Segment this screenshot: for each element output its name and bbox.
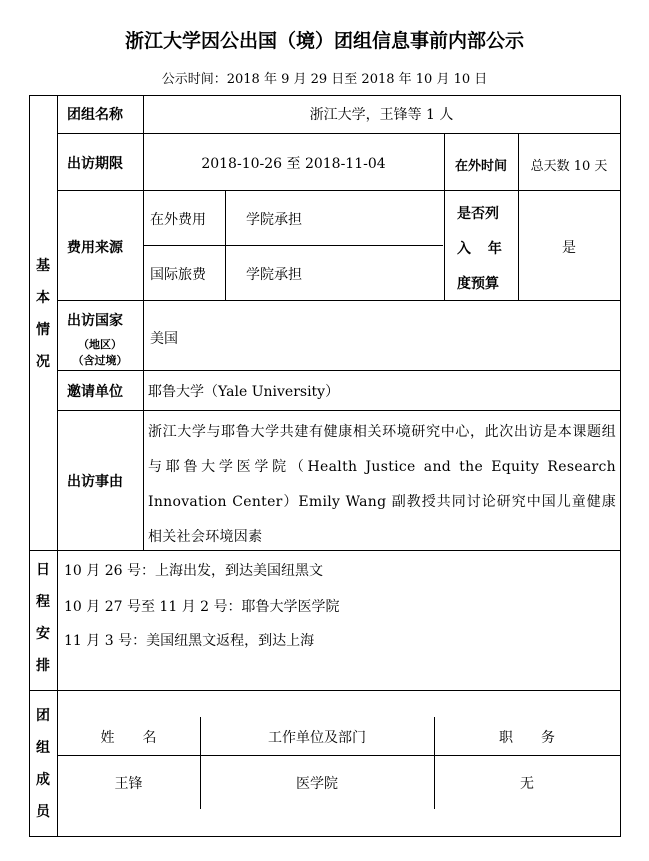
- basic-section-label: 基本情况: [36, 258, 50, 370]
- country-sub-1: （地区）: [78, 338, 122, 351]
- schedule-item: 10 月 27 号至 11 月 2 号：耶鲁大学医学院: [64, 599, 340, 615]
- member-title: 无: [520, 776, 534, 792]
- members-section-label: 团组成员: [36, 708, 50, 820]
- inviter-value: 耶鲁大学（Yale University）: [148, 384, 340, 400]
- member-name: 王锋: [114, 776, 143, 792]
- abroad-cost-label: 在外费用: [150, 212, 206, 228]
- members-header-title: 职 务: [499, 730, 555, 746]
- period-value: 2018-10-26 至 2018-11-04: [201, 156, 386, 172]
- budget-label-3: 度预算: [457, 276, 499, 292]
- country-value: 美国: [150, 331, 178, 347]
- publicity-period: 公示时间：2018 年 9 月 29 日至 2018 年 10 月 10 日: [161, 72, 488, 87]
- member-unit: 医学院: [296, 776, 338, 792]
- country-sub-2: （含过境）: [72, 354, 128, 367]
- abroad-time-value: 总天数 10 天: [530, 159, 608, 174]
- budget-label-1: 是否列: [457, 206, 499, 222]
- budget-value: 是: [562, 240, 576, 256]
- inviter-label: 邀请单位: [67, 384, 123, 400]
- members-header-name: 姓 名: [100, 730, 157, 746]
- intl-travel-label: 国际旅费: [150, 267, 206, 283]
- reason-label: 出访事由: [67, 474, 123, 490]
- abroad-cost-value: 学院承担: [246, 212, 302, 228]
- page-title: 浙江大学因公出国（境）团组信息事前内部公示: [124, 30, 524, 52]
- group-name-label: 团组名称: [67, 107, 123, 123]
- intl-travel-value: 学院承担: [246, 267, 302, 283]
- period-label: 出访期限: [67, 156, 123, 172]
- country-label: 出访国家: [67, 313, 123, 329]
- reason-value: 浙江大学与耶鲁大学共建有健康相关环境研究中心，此次出访是本课题组与耶鲁大学医学院（Health Justice and the Equity Research Innovation Center）Emily Wang 副教授共同讨论研究中国儿童健康相关社会环境因素: [148, 424, 616, 545]
- members-header-unit: 工作单位及部门: [268, 730, 366, 746]
- schedule-item: 11 月 3 号：美国纽黑文返程，到达上海: [64, 633, 315, 649]
- budget-label-2: 入 年: [457, 241, 502, 257]
- funding-label: 费用来源: [67, 240, 123, 256]
- schedule-item: 10 月 26 号：上海出发，到达美国纽黑文: [64, 563, 323, 579]
- group-name-value: 浙江大学，王锋等 1 人: [309, 107, 454, 123]
- schedule-section-label: 日程安排: [36, 562, 50, 674]
- abroad-time-label: 在外时间: [455, 159, 508, 174]
